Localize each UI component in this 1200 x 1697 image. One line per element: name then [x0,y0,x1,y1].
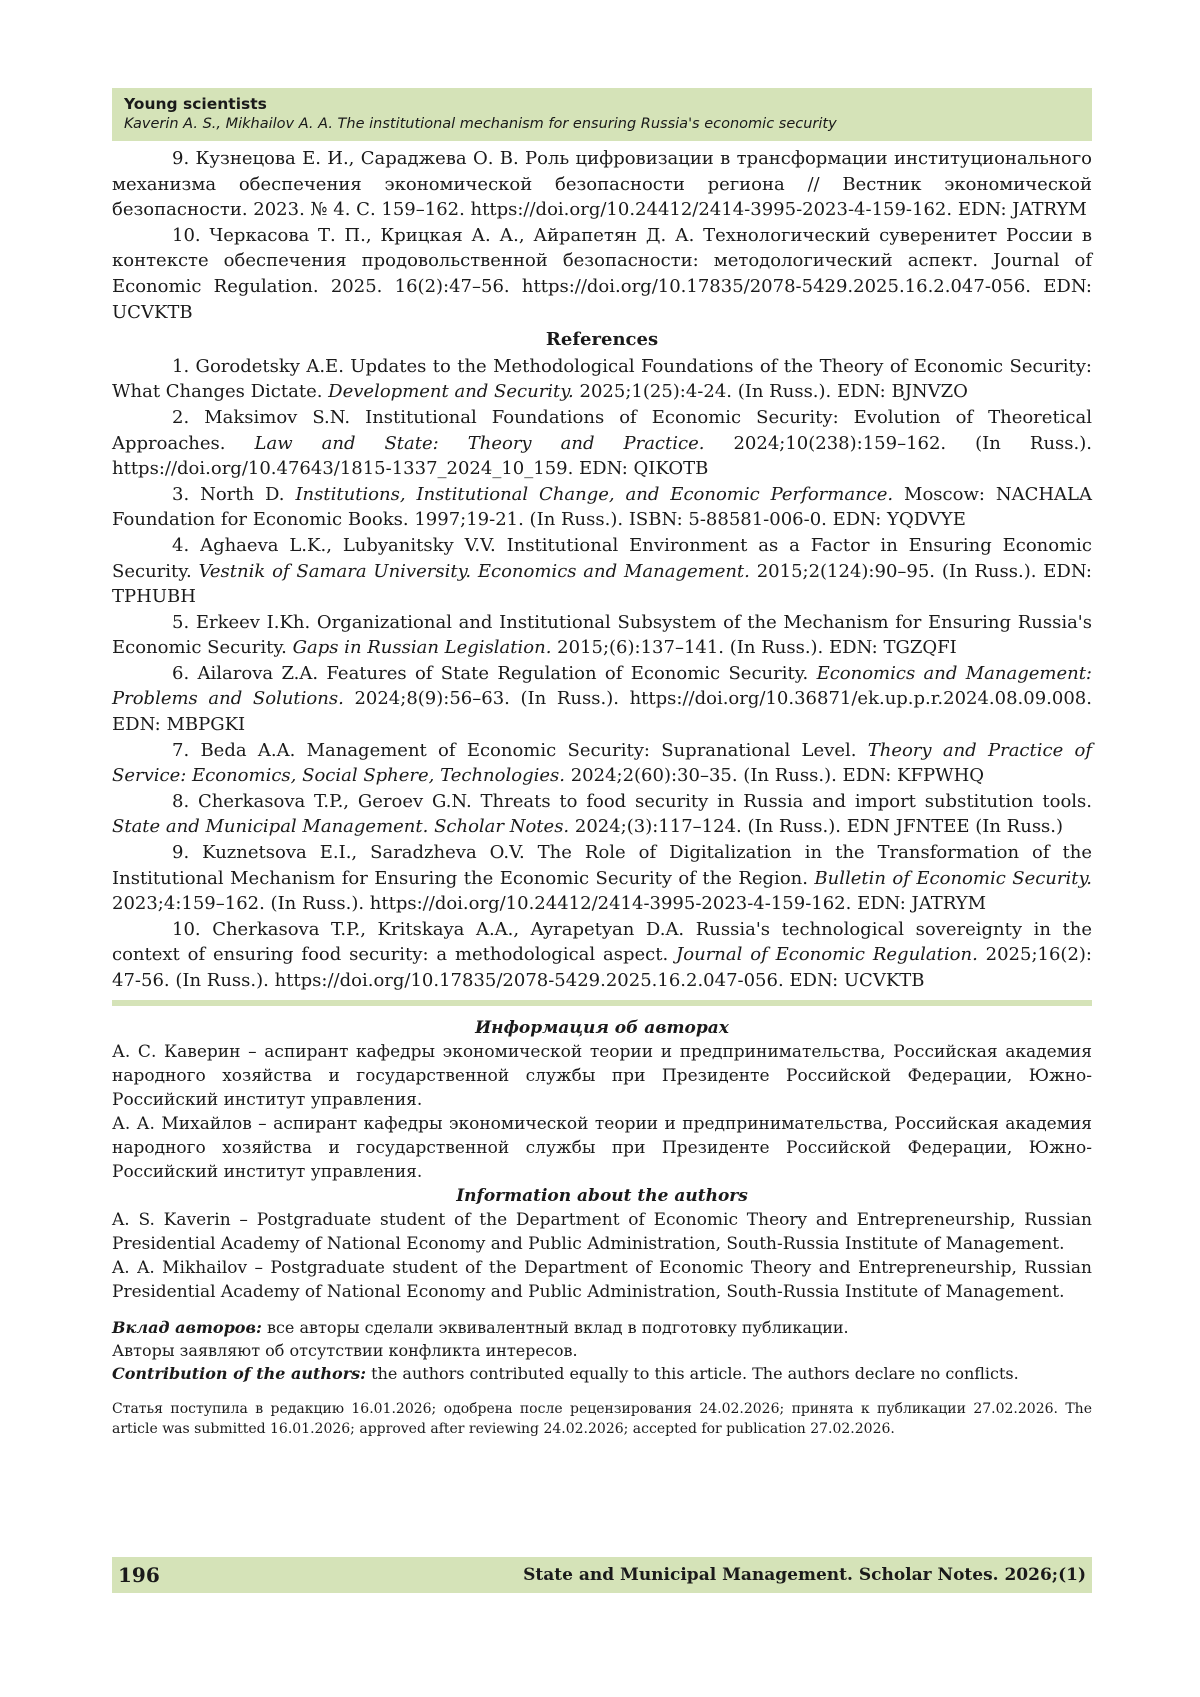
author-ru-2: А. А. Михайлов – аспирант кафедры экономической теории и предпринимательства, Российская академия народного хозяйства и государственной службы при Президенте Российской Федерации, Южно-Российский институт управления. [112,1113,1092,1182]
page-number: 196 [118,1563,160,1587]
running-title: Kaverin A. S., Mikhailov A. A. The institutional mechanism for ensuring Russia's economic security [124,116,837,132]
authors-en-heading: Information about the authors [456,1185,748,1206]
references-heading: References [545,329,659,351]
reference-item: 9. Kuznetsova E.I., Saradzheva O.V. The Role of Digitalization in the Transformation of the Institutional Mechanism for Ensuring the Economic Security of the Region. Bulletin of Economic Security. 2023;4:159–162. (In Russ.). https://doi.org/10.24412/2414-3995-2023-4-159-162. EDN: JATRYM [112,842,1092,915]
contribution-ru: Вклад авторов: все авторы сделали эквивалентный вклад в подготовку публикации. [112,1317,849,1337]
section-title: Young scientists [124,95,267,113]
reference-item: 6. Ailarova Z.A. Features of State Regulation of Economic Security. Economics and Management: Problems and Solutions. 2024;8(9):56–63. (In Russ.). https://doi.org/10.36871/ek.up.p.r.2024.08.09.008. EDN: MBPGKI [112,662,1092,736]
reference-item: 7. Beda A.A. Management of Economic Security: Supranational Level. Theory and Practice of Service: Economics, Social Sphere, Technologies. 2024;2(60):30–35. (In Russ.). EDN: KFPWHQ [112,739,1092,787]
references-body [112,141,1092,994]
page-footer [112,1557,1092,1593]
authors-ru-heading: Информация об авторах [475,1017,729,1038]
article-dates: Статья поступила в редакцию 16.01.2026; одобрена после рецензирования 24.02.2026; принята к публикации 27.02.2026. The article was submitted 16.01.2026; approved after reviewing 24.02.2026; accepted for publication 27.02.2026. [112,1400,1092,1437]
reference-item: 5. Erkeev I.Kh. Organizational and Institutional Subsystem of the Mechanism for Ensuring Russia's Economic Security. Gaps in Russian Legislation. 2015;(6):137–141. (In Russ.). EDN: TGZQFI [112,611,1092,659]
author-en-2: A. A. Mikhailov – Postgraduate student of the Department of Economic Theory and Entrepreneurship, Russian Presidential Academy of National Economy and Public Administration, South-Russia Institute of Management. [112,1257,1092,1302]
page [112,88,1092,1439]
authors-info [112,1016,1092,1304]
running-header [112,88,1092,141]
conflict-ru: Авторы заявляют об отсутствии конфликта интересов. [112,1340,578,1360]
reference-item: 8. Cherkasova T.P., Geroev G.N. Threats to food security in Russia and import substitution tools. State and Municipal Management. Scholar Notes. 2024;(3):117–124. (In Russ.). EDN JFNTEE (In Russ.) [112,790,1092,838]
reference-item: 10. Cherkasova T.P., Kritskaya A.A., Ayrapetyan D.A. Russia's technological sovereignty in the context of ensuring food security: a methodological aspect. Journal of Economic Regulation. 2025;16(2): 47-56. (In Russ.). https://doi.org/10.17835/2078-5429.2025.16.2.047-056. EDN: UCVKTB [112,918,1092,991]
ru-reference: 9. Кузнецова Е. И., Сараджева О. В. Роль цифровизации в трансформации институционального механизма обеспечения экономической безопасности региона // Вестник экономической безопасности. 2023. № 4. С. 159–162. https://doi.org/10.24412/2414-3995-2023-4-159-162. EDN: JATRYM [112,148,1092,221]
author-en-1: A. S. Kaverin – Postgraduate student of the Department of Economic Theory and Entrepreneurship, Russian Presidential Academy of National Economy and Public Administration, South-Russia Institute of Management. [112,1209,1092,1254]
contribution-block [112,1316,1092,1385]
contribution-en: Contribution of the authors: the authors contributed equally to this article. The authors declare no conflicts. [112,1363,1019,1383]
reference-item: 2. Maksimov S.N. Institutional Foundations of Economic Security: Evolution of Theoretical Approaches. Law and State: Theory and Practice. 2024;10(238):159–162. (In Russ.). https://doi.org/10.47643/1815-1337_2024_10_159. EDN: QIKOTB [112,406,1092,480]
author-ru-1: А. С. Каверин – аспирант кафедры экономической теории и предпринимательства, Российская академия народного хозяйства и государственной службы при Президенте Российской Федерации, Южно-Российский институт управления. [112,1041,1092,1110]
reference-item: 3. North D. Institutions, Institutional Change, and Economic Performance. Moscow: NACHALA Foundation for Economic Books. 1997;19-21. (In Russ.). ISBN: 5-88581-006-0. EDN: YQDVYE [112,483,1093,531]
journal-name: State and Municipal Management. Scholar Notes. 2026;(1) [523,1565,1086,1585]
reference-item: 4. Aghaeva L.K., Lubyanitsky V.V. Institutional Environment as a Factor in Ensuring Economic Security. Vestnik of Samara University. Economics and Management. 2015;2(124):90–95. (In Russ.). EDN: TPHUBH [112,534,1092,608]
reference-item: 1. Gorodetsky A.E. Updates to the Methodological Foundations of the Theory of Economic Security: What Changes Dictate. Development and Security. 2025;1(25):4-24. (In Russ.). EDN: BJNVZO [112,355,1092,403]
ru-reference: 10. Черкасова Т. П., Крицкая А. А., Айрапетян Д. А. Технологический суверенитет России в контексте обеспечения продовольственной безопасности: методологический аспект. Journal of Economic Regulation. 2025. 16(2):47–56. https://doi.org/10.17835/2078-5429.2025.16.2.047-056. EDN: UCVKTB [112,224,1092,323]
section-divider [112,1000,1092,1006]
